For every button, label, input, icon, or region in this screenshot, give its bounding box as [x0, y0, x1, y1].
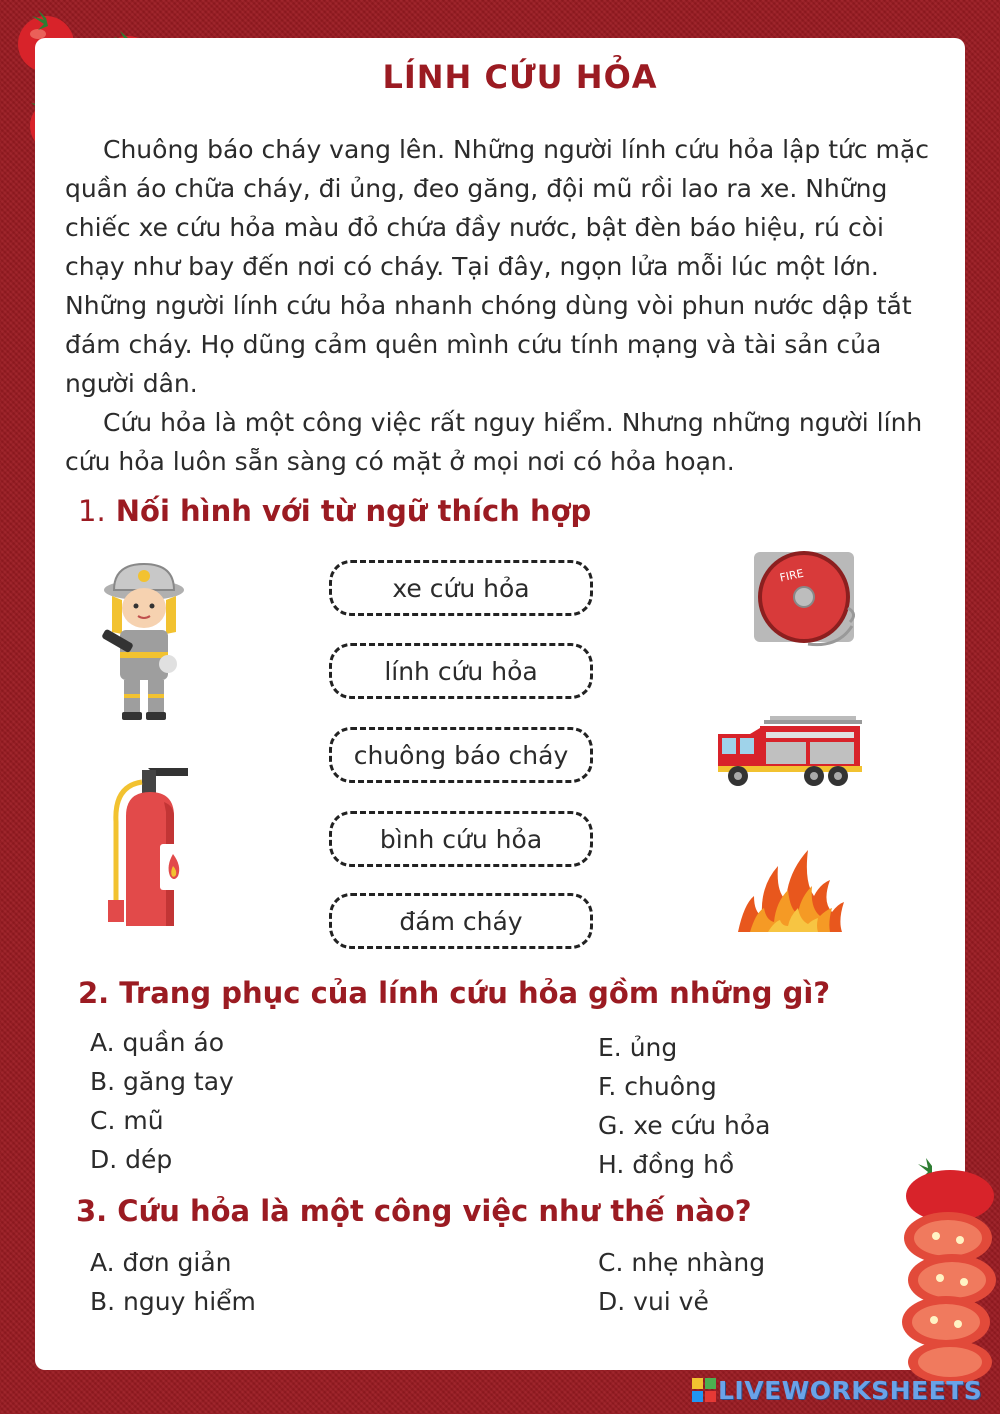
q3-option-c[interactable]: C. nhẹ nhàng: [598, 1248, 766, 1277]
fire-truck-image[interactable]: [714, 714, 864, 790]
word-dam-chay[interactable]: đám cháy: [329, 893, 593, 949]
q2-option-a[interactable]: A. quần áo: [90, 1028, 224, 1057]
q2-option-e[interactable]: E. ủng: [598, 1033, 678, 1062]
question-1-title: [78, 494, 591, 528]
q2-option-h[interactable]: H. đồng hồ: [598, 1150, 735, 1179]
question-2-title: 2. Trang phục của lính cứu hỏa gồm những gì?: [78, 976, 831, 1010]
q3-option-a[interactable]: A. đơn giản: [90, 1248, 232, 1277]
word-linh-cuu-hoa[interactable]: lính cứu hỏa: [329, 643, 593, 699]
question-1-text: Nối hình với từ ngữ thích hợp: [115, 494, 592, 528]
q2-option-g[interactable]: G. xe cứu hỏa: [598, 1111, 771, 1140]
story-text: [65, 130, 945, 481]
watermark-text: LIVEWORKSHEETS: [718, 1376, 983, 1405]
q2-option-c[interactable]: C. mũ: [90, 1106, 164, 1135]
q2-option-b[interactable]: B. găng tay: [90, 1067, 234, 1096]
firefighter-image[interactable]: [98, 560, 190, 722]
page-title: LÍNH CỨU HỎA: [382, 58, 658, 96]
question-1-number: 1.: [78, 494, 106, 528]
tomato-slices-decoration: [880, 1158, 1000, 1388]
q2-option-d[interactable]: D. dép: [90, 1145, 173, 1174]
word-chuong-bao-chay[interactable]: chuông báo cháy: [329, 727, 593, 783]
liveworksheets-logo-icon: [692, 1378, 716, 1402]
story-paragraph-2: Cứu hỏa là một công việc rất nguy hiểm. Nhưng những người lính cứu hỏa luôn sẵn sàng có mặt ở mọi nơi có hỏa hoạn.: [65, 408, 923, 476]
flames-image[interactable]: [734, 846, 846, 934]
fire-extinguisher-image[interactable]: [104, 762, 196, 932]
fire-alarm-label: FIRE: [778, 566, 805, 585]
q3-option-d[interactable]: D. vui vẻ: [598, 1287, 709, 1316]
question-3-title: 3. Cứu hỏa là một công việc như thế nào?: [76, 1194, 752, 1228]
q3-option-b[interactable]: B. nguy hiểm: [90, 1287, 256, 1316]
word-xe-cuu-hoa[interactable]: xe cứu hỏa: [329, 560, 593, 616]
fire-alarm-bell-image[interactable]: [748, 548, 868, 652]
q2-option-f[interactable]: F. chuông: [598, 1072, 717, 1101]
word-binh-cuu-hoa[interactable]: bình cứu hỏa: [329, 811, 593, 867]
story-paragraph-1: Chuông báo cháy vang lên. Những người lính cứu hỏa lập tức mặc quần áo chữa cháy, đi ủng, đeo găng, đội mũ rồi lao ra xe. Những chiếc xe cứu hỏa màu đỏ chứa đầy nước, bật đèn báo hiệu, rú còi chạy như bay đến nơi có cháy. Tại đây, ngọn lửa mỗi lúc một lớn. Những người lính cứu hỏa nhanh chóng dùng vòi phun nước dập tắt đám cháy. Họ dũng cảm quên mình cứu tính mạng và tài sản của người dân.: [65, 135, 929, 398]
